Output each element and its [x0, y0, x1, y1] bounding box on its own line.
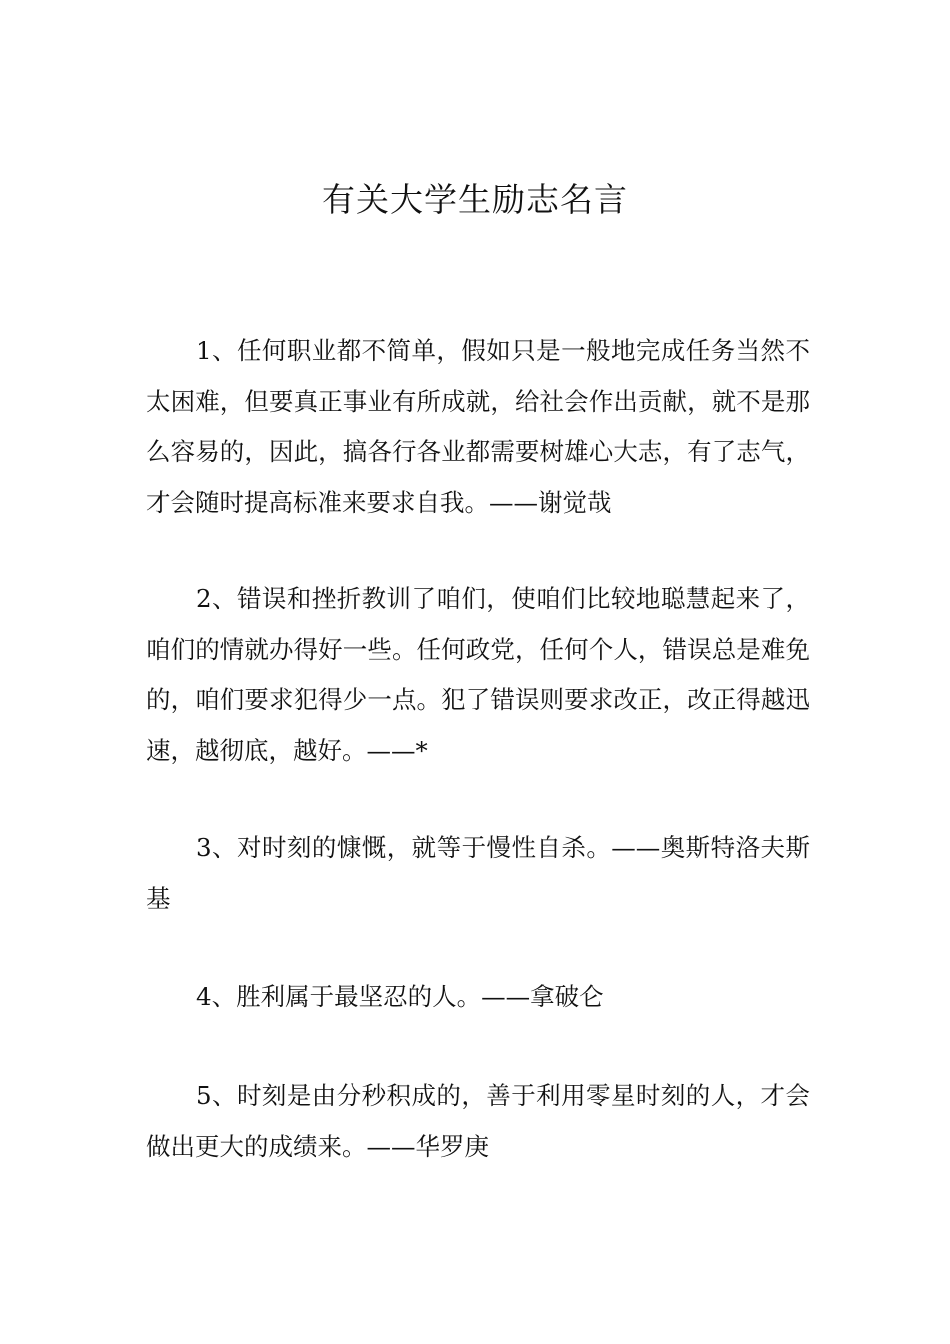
quote-paragraph-1: 1、任何职业都不简单，假如只是一般地完成任务当然不太困难，但要真正事业有所成就，给社会作出贡献，就不是那么容易的，因此，搞各行各业都需要树雄心大志，有了志气，才会随时提高标准来要求自我。——谢觉哉	[146, 336, 810, 517]
quote-paragraph-3: 3、对时刻的慷慨，就等于慢性自杀。——奥斯特洛夫斯基	[146, 833, 810, 913]
document-title: 有关大学生励志名言	[322, 180, 628, 219]
quote-paragraph-5: 5、时刻是由分秒积成的，善于利用零星时刻的人，才会做出更大的成绩来。——华罗庚	[146, 1081, 810, 1161]
quote-paragraph-4: 4、胜利属于最坚忍的人。——拿破仑	[196, 982, 604, 1011]
quote-paragraph-2: 2、错误和挫折教训了咱们，使咱们比较地聪慧起来了，咱们的情就办得好一些。任何政党，任何个人，错误总是难免的，咱们要求犯得少一点。犯了错误则要求改正，改正得越迅速，越彻底，越好。——*	[146, 584, 810, 765]
